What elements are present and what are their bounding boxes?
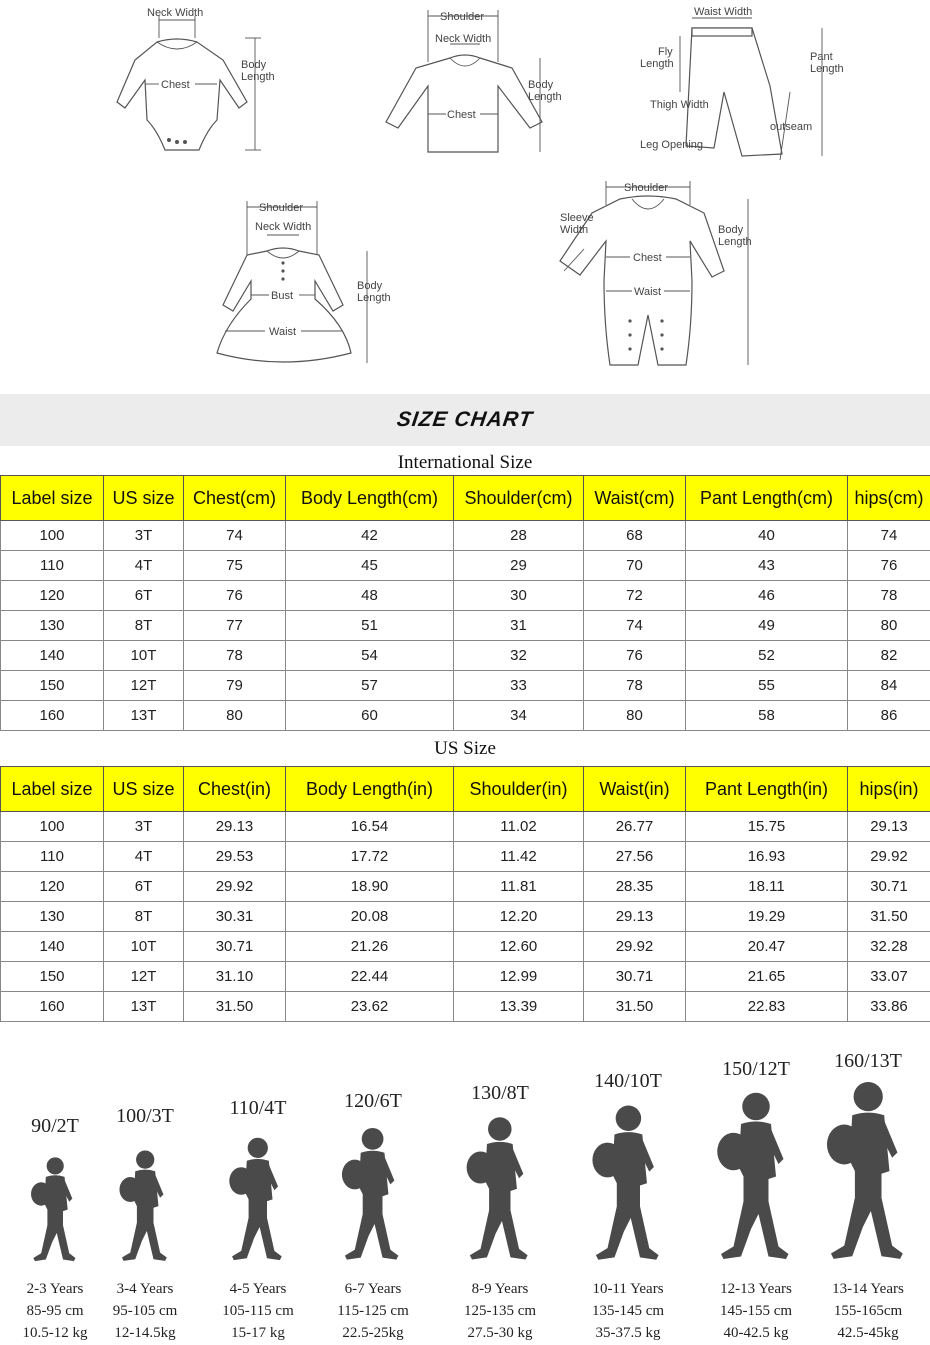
child-weight: 15-17 kg: [231, 1325, 285, 1341]
top-diagram: [380, 0, 570, 160]
table-cell: 18.11: [686, 872, 848, 902]
size-label: 150/12T: [722, 1058, 790, 1080]
column-header: Waist(cm): [584, 476, 686, 521]
table-cell: 16.93: [686, 842, 848, 872]
child-size-figure: [317, 1040, 429, 1340]
table-row: [1, 641, 930, 671]
pants-fly-label-2: Length: [640, 58, 674, 70]
column-header: Label size: [1, 476, 104, 521]
romper-sleeve-label-1: Sleeve: [560, 212, 594, 224]
table-cell: 130: [1, 611, 104, 641]
table-cell: 140: [1, 641, 104, 671]
table-cell: 52: [686, 641, 848, 671]
international-table-body: [1, 521, 930, 731]
column-header: Shoulder(in): [454, 767, 584, 812]
top-shoulder-label: Shoulder: [440, 11, 485, 23]
table-cell: 32.28: [848, 932, 930, 962]
column-header: Pant Length(in): [686, 767, 848, 812]
table-cell: 42: [286, 521, 454, 551]
column-header: Chest(in): [184, 767, 286, 812]
table-cell: 78: [584, 671, 686, 701]
child-silhouette-icon: [457, 1114, 543, 1264]
child-height: 95-105 cm: [112, 1303, 178, 1319]
child-weight: 27.5-30 kg: [467, 1325, 533, 1341]
romper-body-label-2: Length: [718, 236, 752, 248]
child-age: 8-9 Years: [471, 1281, 529, 1297]
table-cell: 82: [848, 641, 930, 671]
table-cell: 43: [686, 551, 848, 581]
us-size-table: [0, 766, 930, 1022]
column-header: Pant Length(cm): [686, 476, 848, 521]
child-size-figure: [700, 1040, 812, 1340]
table-row: [1, 671, 930, 701]
bodysuit-diagram: [95, 0, 295, 160]
table-cell: 12T: [104, 962, 184, 992]
table-cell: 150: [1, 671, 104, 701]
table-cell: 29.13: [584, 902, 686, 932]
table-cell: 29.92: [584, 932, 686, 962]
dress-waist-label: Waist: [269, 326, 297, 338]
table-cell: 55: [686, 671, 848, 701]
table-cell: 33.07: [848, 962, 930, 992]
table-cell: 33.86: [848, 992, 930, 1022]
size-chart-title: SIZE CHART: [395, 408, 535, 431]
child-height: 155-165cm: [833, 1303, 903, 1319]
bodysuit-body-label-1: Body: [241, 59, 267, 71]
table-cell: 19.29: [686, 902, 848, 932]
bodysuit-chest-label: Chest: [161, 79, 190, 91]
table-cell: 33: [454, 671, 584, 701]
table-cell: 23.62: [286, 992, 454, 1022]
bodysuit-neck-width-label: Neck Width: [147, 7, 204, 19]
table-cell: 100: [1, 812, 104, 842]
table-cell: 80: [848, 611, 930, 641]
table-row: [1, 842, 930, 872]
child-size-figure: [444, 1040, 556, 1340]
pants-diagram: [630, 0, 860, 170]
table-cell: 11.42: [454, 842, 584, 872]
child-weight: 35-37.5 kg: [595, 1325, 661, 1341]
pants-waist-width-label: Waist Width: [694, 6, 753, 18]
size-label: 110/4T: [229, 1097, 287, 1119]
column-header: US size: [104, 476, 184, 521]
table-cell: 13T: [104, 992, 184, 1022]
table-cell: 58: [686, 701, 848, 731]
column-header: Body Length(cm): [286, 476, 454, 521]
table-cell: 120: [1, 581, 104, 611]
child-weight: 40-42.5 kg: [723, 1325, 789, 1341]
child-age: 10-11 Years: [592, 1281, 664, 1297]
table-cell: 140: [1, 932, 104, 962]
table-cell: 12T: [104, 671, 184, 701]
child-age: 4-5 Years: [229, 1281, 287, 1297]
table-cell: 110: [1, 551, 104, 581]
table-cell: 78: [184, 641, 286, 671]
international-size-title: International Size: [397, 452, 533, 473]
column-header: hips(in): [848, 767, 930, 812]
child-age: 3-4 Years: [116, 1281, 174, 1297]
measurement-diagrams: [0, 0, 930, 390]
table-cell: 60: [286, 701, 454, 731]
table-cell: 31.50: [848, 902, 930, 932]
table-cell: 76: [848, 551, 930, 581]
international-size-table: [0, 475, 930, 731]
top-chest-label: Chest: [447, 109, 476, 121]
table-cell: 18.90: [286, 872, 454, 902]
table-cell: 51: [286, 611, 454, 641]
table-cell: 54: [286, 641, 454, 671]
table-cell: 76: [184, 581, 286, 611]
romper-sleeve-label-2: Width: [560, 224, 589, 236]
child-size-info: [89, 1278, 201, 1344]
child-height: 125-135 cm: [463, 1303, 537, 1319]
column-header: Body Length(in): [286, 767, 454, 812]
table-cell: 100: [1, 521, 104, 551]
table-cell: 150: [1, 962, 104, 992]
column-header: Shoulder(cm): [454, 476, 584, 521]
child-height: 85-95 cm: [26, 1303, 84, 1319]
table-cell: 32: [454, 641, 584, 671]
us-table-header: [1, 767, 930, 812]
table-cell: 74: [848, 521, 930, 551]
child-height: 145-155 cm: [719, 1303, 793, 1319]
table-cell: 3T: [104, 812, 184, 842]
table-cell: 11.02: [454, 812, 584, 842]
table-cell: 10T: [104, 932, 184, 962]
table-cell: 12.99: [454, 962, 584, 992]
child-silhouette-icon: [112, 1148, 178, 1264]
pants-leg-opening-label: Leg Opening: [640, 139, 703, 151]
child-height: 115-125 cm: [337, 1303, 409, 1319]
pants-fly-label-1: Fly: [658, 46, 673, 58]
table-row: [1, 701, 930, 731]
size-label: 160/13T: [834, 1050, 902, 1072]
table-cell: 160: [1, 701, 104, 731]
table-cell: 77: [184, 611, 286, 641]
child-size-figure: [572, 1040, 684, 1340]
table-cell: 74: [584, 611, 686, 641]
child-weight: 42.5-45kg: [837, 1325, 899, 1341]
table-cell: 40: [686, 521, 848, 551]
table-cell: 29: [454, 551, 584, 581]
table-cell: 84: [848, 671, 930, 701]
dress-body-label-2: Length: [357, 292, 391, 304]
child-age: 12-13 Years: [720, 1281, 792, 1297]
column-header: Chest(cm): [184, 476, 286, 521]
table-row: [1, 932, 930, 962]
table-cell: 76: [584, 641, 686, 671]
pants-outseam-label: outseam: [770, 121, 813, 133]
table-cell: 3T: [104, 521, 184, 551]
dress-bust-label: Bust: [271, 290, 294, 302]
size-label: 100/3T: [116, 1105, 174, 1127]
table-cell: 20.08: [286, 902, 454, 932]
table-cell: 78: [848, 581, 930, 611]
table-row: [1, 962, 930, 992]
child-age: 2-3 Years: [26, 1281, 84, 1297]
table-cell: 28: [454, 521, 584, 551]
child-age: 6-7 Years: [344, 1281, 402, 1297]
child-silhouette-icon: [582, 1102, 675, 1264]
table-cell: 68: [584, 521, 686, 551]
table-cell: 110: [1, 842, 104, 872]
child-silhouette-icon: [815, 1078, 921, 1264]
child-silhouette-icon: [333, 1125, 412, 1264]
table-cell: 79: [184, 671, 286, 701]
child-size-info: [317, 1278, 429, 1344]
table-cell: 12.20: [454, 902, 584, 932]
child-size-info: [572, 1278, 684, 1344]
table-cell: 31.50: [184, 992, 286, 1022]
table-cell: 160: [1, 992, 104, 1022]
table-cell: 22.83: [686, 992, 848, 1022]
table-cell: 15.75: [686, 812, 848, 842]
child-size-info: [444, 1278, 556, 1344]
table-cell: 75: [184, 551, 286, 581]
child-weight: 22.5-25kg: [342, 1325, 404, 1341]
table-cell: 11.81: [454, 872, 584, 902]
table-cell: 30: [454, 581, 584, 611]
size-label: 130/8T: [471, 1082, 529, 1104]
table-cell: 27.56: [584, 842, 686, 872]
table-cell: 17.72: [286, 842, 454, 872]
table-row: [1, 902, 930, 932]
table-cell: 57: [286, 671, 454, 701]
romper-chest-label: Chest: [633, 252, 662, 264]
table-cell: 13T: [104, 701, 184, 731]
top-body-label-1: Body: [528, 79, 554, 91]
table-cell: 8T: [104, 902, 184, 932]
size-label: 140/10T: [594, 1070, 662, 1092]
table-cell: 29.92: [184, 872, 286, 902]
table-cell: 29.13: [184, 812, 286, 842]
table-cell: 34: [454, 701, 584, 731]
size-label: 90/2T: [31, 1115, 79, 1137]
table-cell: 6T: [104, 872, 184, 902]
table-cell: 80: [184, 701, 286, 731]
table-cell: 4T: [104, 551, 184, 581]
dress-neck-width-label: Neck Width: [255, 221, 312, 233]
age-height-guide: [0, 1040, 930, 1345]
child-height: 135-145 cm: [591, 1303, 665, 1319]
romper-shoulder-label: Shoulder: [624, 182, 669, 194]
child-silhouette-icon: [221, 1135, 295, 1264]
table-cell: 28.35: [584, 872, 686, 902]
table-cell: 30.71: [184, 932, 286, 962]
table-row: [1, 812, 930, 842]
child-silhouette-icon: [24, 1155, 86, 1264]
table-cell: 30.31: [184, 902, 286, 932]
table-row: [1, 521, 930, 551]
column-header: hips(cm): [848, 476, 930, 521]
child-weight: 10.5-12 kg: [22, 1325, 88, 1341]
size-label: 120/6T: [344, 1090, 402, 1112]
child-size-info: [700, 1278, 812, 1344]
pants-thigh-width-label: Thigh Width: [650, 99, 709, 111]
international-table-header: [1, 476, 930, 521]
table-row: [1, 872, 930, 902]
table-cell: 30.71: [848, 872, 930, 902]
table-cell: 29.92: [848, 842, 930, 872]
romper-waist-label: Waist: [634, 286, 662, 298]
table-cell: 31: [454, 611, 584, 641]
table-cell: 74: [184, 521, 286, 551]
column-header: Label size: [1, 767, 104, 812]
table-cell: 70: [584, 551, 686, 581]
table-cell: 86: [848, 701, 930, 731]
table-cell: 4T: [104, 842, 184, 872]
table-cell: 21.26: [286, 932, 454, 962]
table-cell: 130: [1, 902, 104, 932]
table-cell: 72: [584, 581, 686, 611]
size-chart-banner: [0, 394, 930, 446]
table-cell: 80: [584, 701, 686, 731]
table-cell: 22.44: [286, 962, 454, 992]
dress-shoulder-label: Shoulder: [259, 202, 304, 214]
table-cell: 45: [286, 551, 454, 581]
table-cell: 48: [286, 581, 454, 611]
romper-diagram: [550, 175, 770, 375]
table-row: [1, 581, 930, 611]
table-cell: 8T: [104, 611, 184, 641]
table-row: [1, 611, 930, 641]
child-size-figure: [202, 1040, 314, 1340]
pants-pant-label-2: Length: [810, 63, 844, 75]
table-cell: 29.13: [848, 812, 930, 842]
table-cell: 13.39: [454, 992, 584, 1022]
top-neck-width-label: Neck Width: [435, 33, 492, 45]
table-row: [1, 551, 930, 581]
table-cell: 49: [686, 611, 848, 641]
table-cell: 31.10: [184, 962, 286, 992]
column-header: US size: [104, 767, 184, 812]
table-cell: 26.77: [584, 812, 686, 842]
table-cell: 120: [1, 872, 104, 902]
dress-body-label-1: Body: [357, 280, 383, 292]
table-cell: 29.53: [184, 842, 286, 872]
child-silhouette-icon: [706, 1089, 806, 1264]
child-size-info: [202, 1278, 314, 1344]
table-row: [1, 992, 930, 1022]
table-cell: 10T: [104, 641, 184, 671]
child-height: 105-115 cm: [222, 1303, 294, 1319]
child-weight: 12-14.5kg: [114, 1325, 176, 1341]
child-size-figure: [89, 1040, 201, 1340]
us-size-title: US Size: [434, 738, 496, 759]
dress-diagram: [195, 195, 405, 375]
us-table-body: [1, 812, 930, 1022]
table-cell: 31.50: [584, 992, 686, 1022]
top-body-label-2: Length: [528, 91, 562, 103]
child-size-figure: [812, 1040, 924, 1340]
pants-pant-label-1: Pant: [810, 51, 833, 63]
child-size-info: [812, 1278, 924, 1344]
table-cell: 46: [686, 581, 848, 611]
table-cell: 30.71: [584, 962, 686, 992]
bodysuit-body-label-2: Length: [241, 71, 275, 83]
column-header: Waist(in): [584, 767, 686, 812]
romper-body-label-1: Body: [718, 224, 744, 236]
table-cell: 20.47: [686, 932, 848, 962]
table-cell: 6T: [104, 581, 184, 611]
table-cell: 16.54: [286, 812, 454, 842]
table-cell: 21.65: [686, 962, 848, 992]
table-cell: 12.60: [454, 932, 584, 962]
child-age: 13-14 Years: [832, 1281, 904, 1297]
